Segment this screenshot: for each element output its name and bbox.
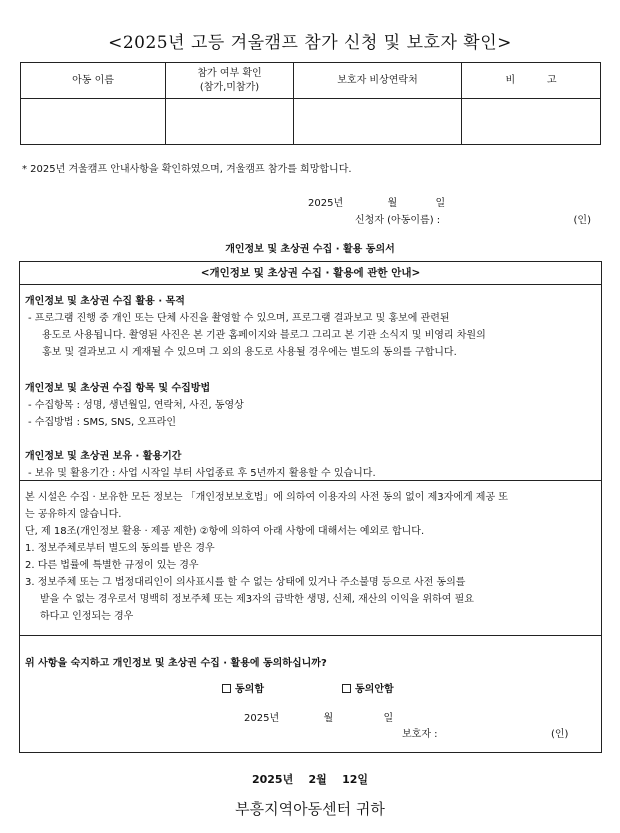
purpose-heading: 개인정보 및 초상권 수집 활용 · 목적 <box>25 296 185 307</box>
law-line-7: 받을 수 없는 경우로서 명백히 정보주체 또는 제3자의 급박한 생명, 신체, 재산의 이익을 위하여 필요 <box>40 594 474 605</box>
agreement-date-year: 2025년 <box>244 713 280 724</box>
date-month: 월 <box>387 198 398 209</box>
col-participation <box>166 63 294 99</box>
consent-box-header: <개인정보 및 초상권 수집 · 활용에 관한 안내> <box>20 262 601 285</box>
agree-label: 동의함 <box>235 684 264 695</box>
table-header-row <box>21 63 601 99</box>
agree-checkbox[interactable] <box>222 684 231 693</box>
consent-title: 개인정보 및 초상권 수집 · 활용 동의서 <box>225 244 395 255</box>
col-child-name: 아동 이름 <box>21 63 166 99</box>
agreement-date-month: 월 <box>323 713 334 724</box>
date-day: 일 <box>435 198 446 209</box>
organization-name: 부흥지역아동센터 귀하 <box>235 800 385 818</box>
purpose-line-1: - 프로그램 진행 중 개인 또는 단체 사진을 촬영할 수 있으며, 프로그램 결과보고 및 홍보에 관련된 <box>28 313 450 324</box>
law-line-8: 하다고 인정되는 경우 <box>40 611 134 622</box>
applicant-line <box>355 211 595 226</box>
participation-cell[interactable] <box>166 99 294 145</box>
col-participation-line2: (참가,미참가) <box>199 81 260 93</box>
applicant-label: 신청자 (아동이름) : <box>355 215 441 226</box>
items-line-1: - 수집항목 : 성명, 생년월일, 연락처, 사진, 동영상 <box>28 400 244 411</box>
date-year: 2025년 <box>308 198 344 209</box>
law-line-3: 단, 제 18조(개인정보 활용 · 제공 제한) ②항에 의하여 아래 사항에 대해서는 예외로 합니다. <box>25 526 425 537</box>
purpose-line-2: 용도로 사용됩니다. 촬영된 사진은 본 기관 홈페이지와 블로그 그리고 본 기관 소식지 및 비영리 차원의 <box>42 330 486 341</box>
agreement-date-day: 일 <box>383 713 394 724</box>
table-row <box>21 99 601 145</box>
retention-heading: 개인정보 및 초상권 보유 · 활용기간 <box>25 451 182 462</box>
application-date <box>308 194 445 209</box>
document-title: <2025년 고등 겨울캠프 참가 신청 및 보호자 확인> <box>108 33 512 53</box>
child-name-cell[interactable] <box>21 99 166 145</box>
retention-line-1: - 보유 및 활용기간 : 사업 시작일 부터 사업종료 후 5년까지 활용할 수 있습니다. <box>28 468 376 479</box>
col-participation-line1: 참가 여부 확인 <box>197 67 262 79</box>
agreement-section <box>20 637 601 754</box>
law-line-5: 2. 다른 법률에 특별한 규정이 있는 경우 <box>25 560 199 571</box>
guardian-contact-cell[interactable] <box>294 99 462 145</box>
agreement-question: 위 사항을 숙지하고 개인정보 및 초상권 수집 · 활용에 동의하십니까? <box>25 658 327 669</box>
disagree-checkbox[interactable] <box>342 684 351 693</box>
notice-text: * 2025년 겨울캠프 안내사항을 확인하였으며, 겨울캠프 참가를 희망합니다. <box>22 164 352 175</box>
law-line-4: 1. 정보주체로부터 별도의 동의를 받은 경우 <box>25 543 215 554</box>
guardian-sign-mark: (인) <box>551 729 569 740</box>
applicant-sign-mark: (인) <box>573 215 591 226</box>
consent-box <box>19 261 602 753</box>
items-line-2: - 수집방법 : SMS, SNS, 오프라인 <box>28 417 177 428</box>
agreement-date <box>244 709 393 724</box>
law-line-6: 3. 정보주체 또는 그 법정대리인이 의사표시를 할 수 없는 상태에 있거나 주소불명 등으로 사전 동의를 <box>25 577 466 588</box>
law-line-2: 는 공유하지 않습니다. <box>25 509 122 520</box>
law-section <box>20 482 601 636</box>
guardian-label: 보호자 : <box>402 729 438 740</box>
law-line-1: 본 시설은 수집 · 보유한 모든 정보는 「개인정보보호법」에 의하여 이용자의 사전 동의 없이 제3자에게 제공 또 <box>25 492 508 503</box>
col-guardian-contact: 보호자 비상연락처 <box>294 63 462 99</box>
remarks-cell[interactable] <box>462 99 601 145</box>
agree-option[interactable] <box>222 680 264 695</box>
disagree-label: 동의안함 <box>355 684 394 695</box>
items-heading: 개인정보 및 초상권 수집 항목 및 수집방법 <box>25 383 211 394</box>
col-remarks: 비 고 <box>462 63 601 99</box>
final-date: 2025년 2월 12일 <box>251 773 369 786</box>
disagree-option[interactable] <box>342 680 394 695</box>
purpose-line-3: 홍보 및 결과보고 시 게재될 수 있으며 그 외의 용도로 사용될 경우에는 별도의 동의를 구합니다. <box>42 347 457 358</box>
application-table <box>20 62 601 145</box>
info-section <box>20 286 601 481</box>
